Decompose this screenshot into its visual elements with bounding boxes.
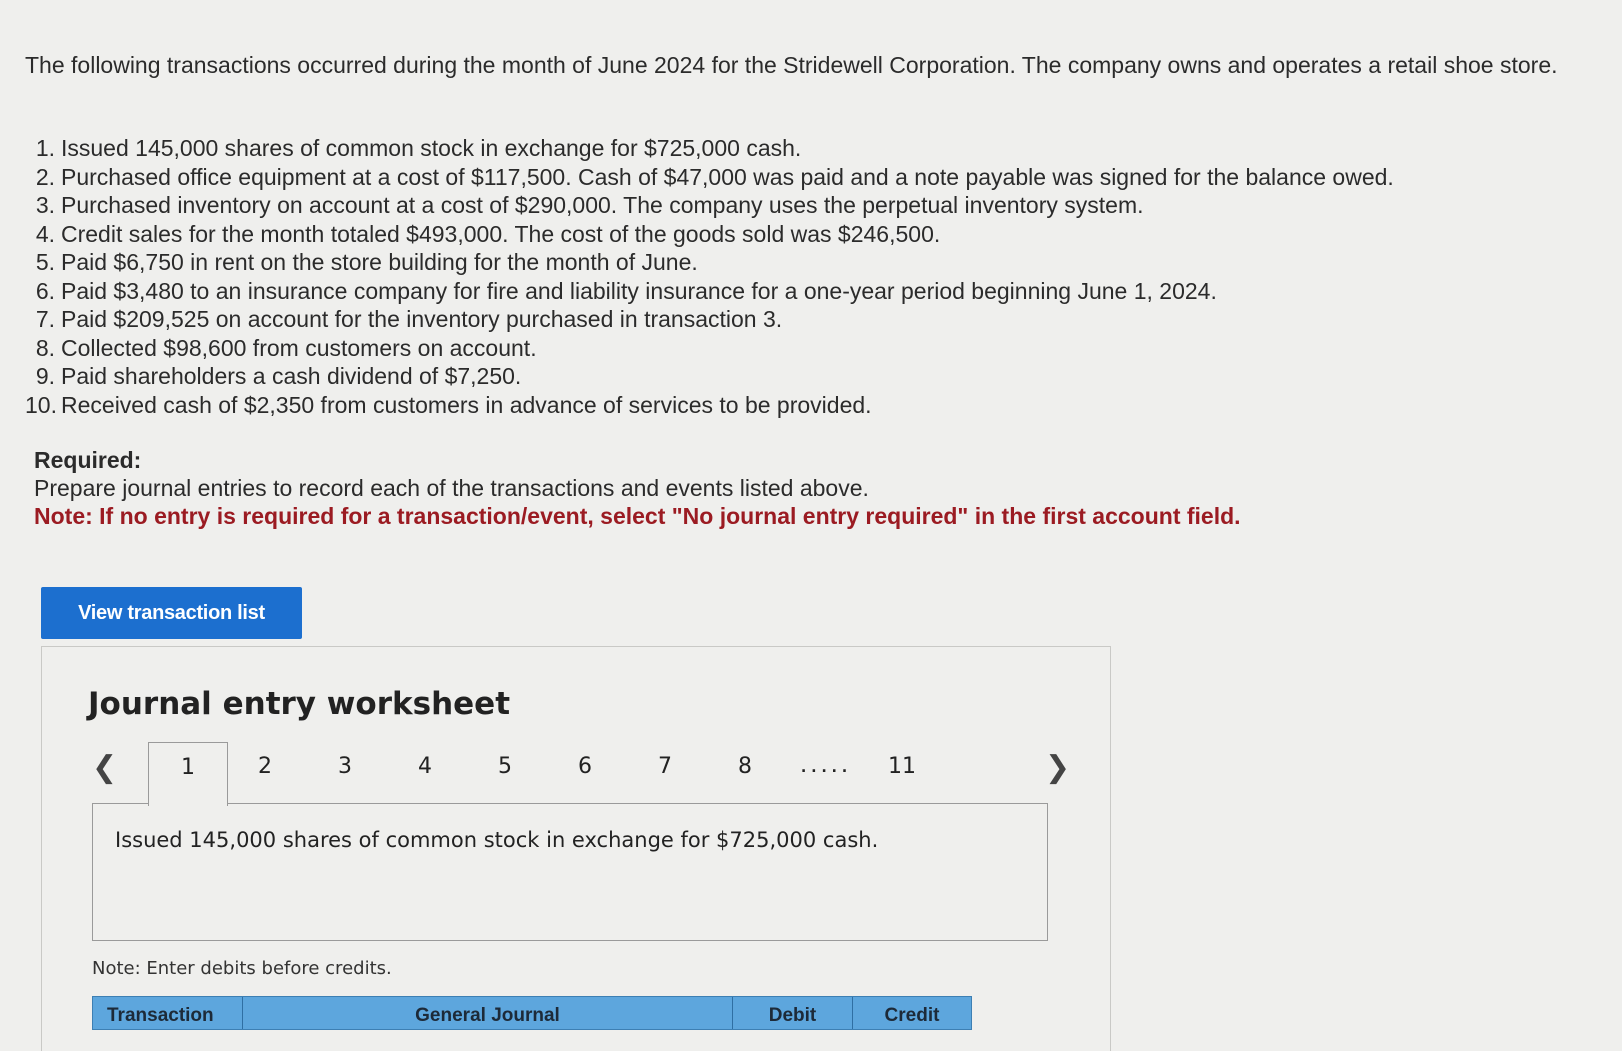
worksheet-tab-nav — [90, 742, 1070, 804]
chevron-left-icon[interactable]: ❮ — [92, 751, 118, 784]
transaction-description: Issued 145,000 shares of common stock in exchange for $725,000 cash. — [115, 828, 879, 852]
list-item: 2. Purchased office equipment at a cost of $117,500. Cash of $47,000 was paid and a note payable was signed for the balance owed. — [35, 163, 1394, 190]
required-header: Required: — [34, 447, 142, 473]
enter-debits-note: Note: Enter debits before credits. — [92, 958, 392, 979]
list-item: 5. Paid $6,750 in rent on the store building for the month of June. — [35, 249, 698, 275]
tab-1[interactable]: 1 — [148, 742, 228, 806]
journal-table-header — [92, 996, 972, 1030]
column-debit: Debit — [733, 997, 853, 1029]
tab-7[interactable]: 7 — [658, 754, 672, 779]
tab-8[interactable]: 8 — [738, 754, 752, 779]
column-credit: Credit — [884, 1005, 940, 1026]
list-item: 3. Purchased inventory on account at a cost of $290,000. The company uses the perpetual inventory system. — [35, 192, 1144, 218]
tab-2[interactable]: 2 — [258, 754, 272, 779]
transaction-list — [25, 134, 1394, 419]
list-item: 7. Paid $209,525 on account for the inventory purchased in transaction 3. — [35, 306, 783, 332]
list-item: 9. Paid shareholders a cash dividend of $7,250. — [35, 363, 522, 389]
chevron-right-icon[interactable]: ❯ — [1045, 751, 1071, 784]
problem-intro: The following transactions occurred during the month of June 2024 for the Stridewell Corporation. The company owns and operates a retail shoe store. — [25, 52, 1558, 78]
tab-6[interactable]: 6 — [578, 754, 592, 779]
list-item: 1. Issued 145,000 shares of common stock in exchange for $725,000 cash. — [35, 135, 802, 161]
tab-3[interactable]: 3 — [338, 754, 352, 779]
column-transaction: Transaction — [93, 997, 243, 1029]
list-item: 4. Credit sales for the month totaled $493,000. The cost of the goods sold was $246,500. — [35, 220, 941, 247]
list-item: 6. Paid $3,480 to an insurance company for fire and liability insurance for a one-year period beginning June 1, 2024. — [35, 277, 1217, 304]
list-item: 10. Received cash of $2,350 from customers in advance of services to be provided. — [25, 391, 872, 418]
worksheet-title: Journal entry worksheet — [88, 686, 511, 722]
transaction-description-box — [92, 803, 1048, 941]
view-transaction-list-button[interactable]: View transaction list — [41, 587, 302, 639]
required-note: Note: If no entry is required for a transaction/event, select "No journal entry required" in the first account field. — [34, 503, 1241, 529]
required-instruction: Prepare journal entries to record each of the transactions and events listed above. — [34, 475, 869, 501]
tab-5[interactable]: 5 — [498, 754, 512, 779]
tab-11[interactable]: 11 — [888, 754, 916, 779]
tab-ellipsis: ..... — [800, 748, 852, 778]
list-item: 8. Collected $98,600 from customers on account. — [35, 334, 537, 361]
tab-4[interactable]: 4 — [418, 754, 432, 779]
required-section — [34, 446, 1241, 530]
column-general-journal: General Journal — [243, 997, 733, 1029]
